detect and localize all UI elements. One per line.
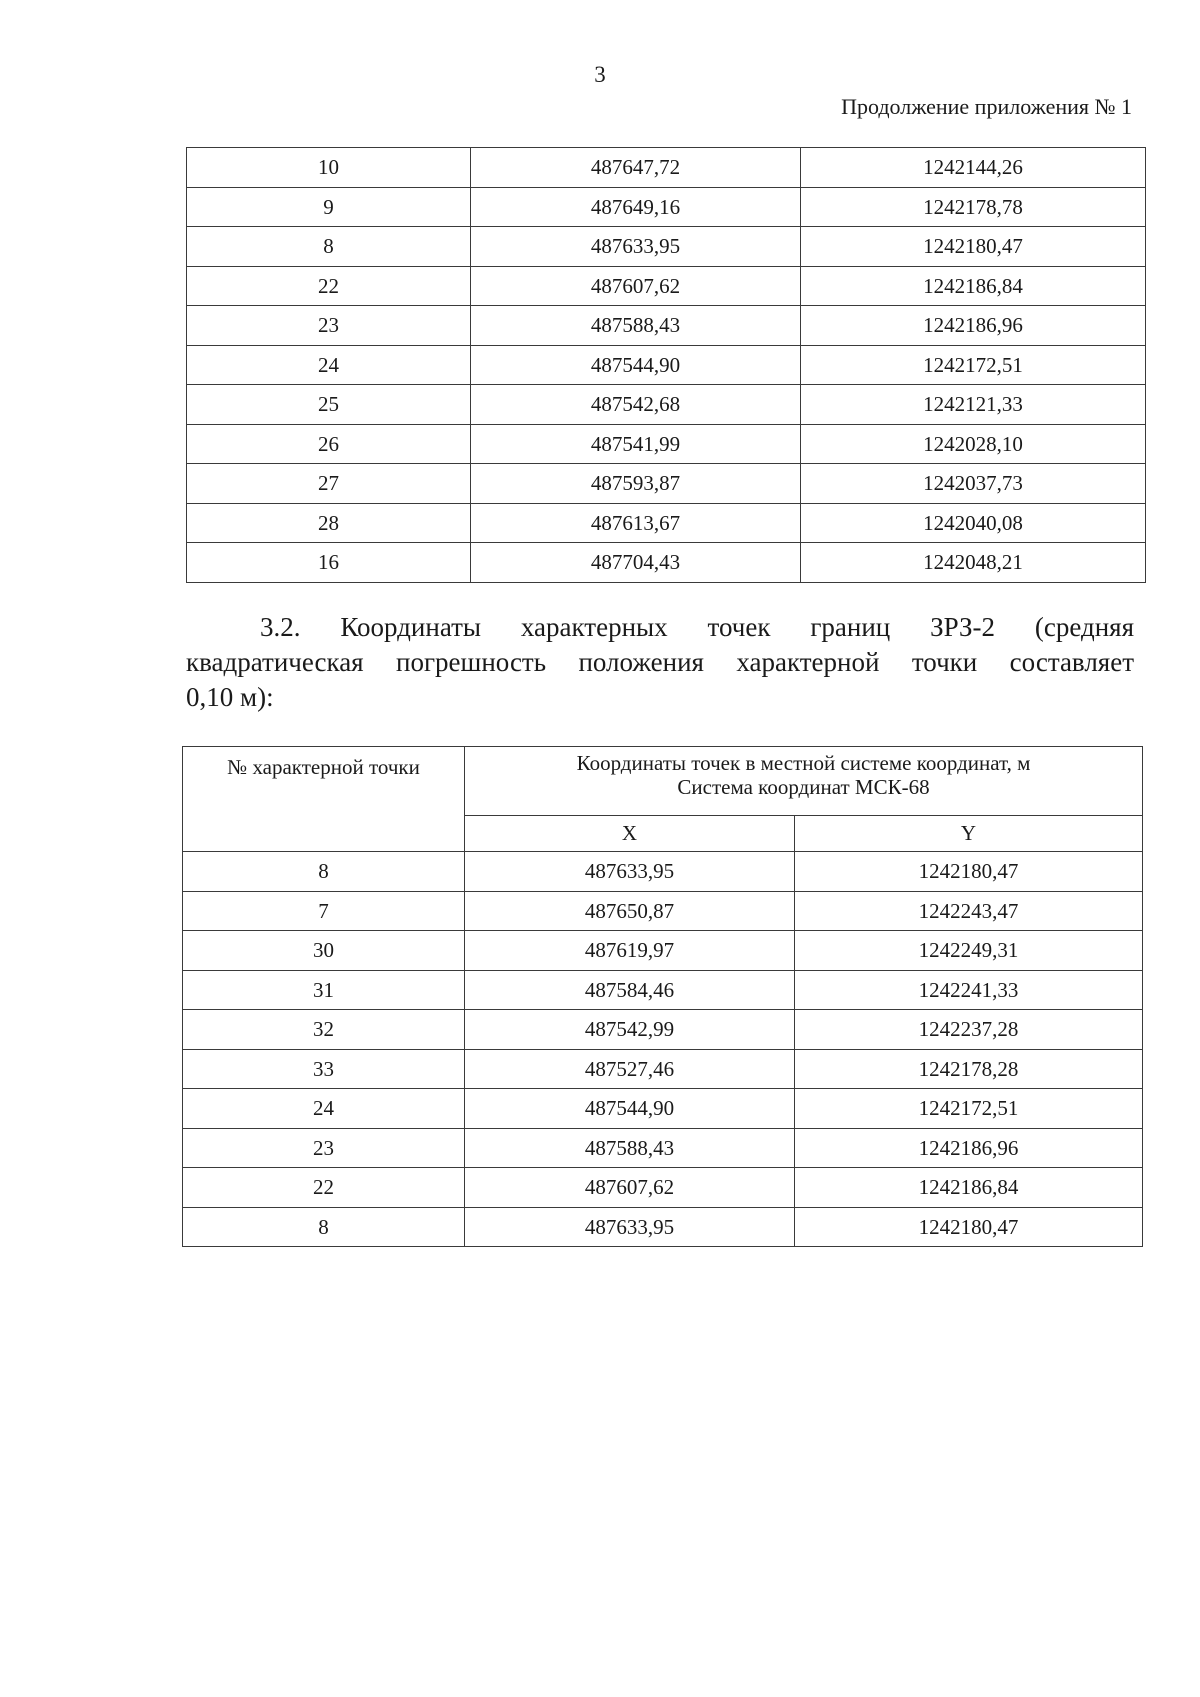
coord-x: 487607,62 [471,266,801,306]
point-number: 8 [183,852,465,892]
point-number: 9 [187,187,471,227]
table-row [187,385,1146,425]
table1-body [187,148,1146,583]
point-number: 27 [187,464,471,504]
coord-y: 1242180,47 [795,1207,1143,1247]
column-header-x: X [465,816,795,852]
paragraph-line: 0,10 м): [186,682,274,712]
point-number: 30 [183,931,465,971]
table-row [187,227,1146,267]
point-number: 24 [187,345,471,385]
point-number: 31 [183,970,465,1010]
table-row [183,970,1143,1010]
table-row [187,306,1146,346]
coord-x: 487704,43 [471,543,801,583]
coord-x: 487584,46 [465,970,795,1010]
table-row [183,852,1143,892]
coord-y: 1242121,33 [801,385,1146,425]
table2-header [183,747,1143,852]
coords-header-line: Координаты точек в местной системе координат, м [576,751,1031,775]
paragraph-line: квадратическая погрешность положения характерной точки составляет [186,647,1134,677]
coord-y: 1242172,51 [795,1089,1143,1129]
column-header-y: Y [795,816,1143,852]
coord-x: 487544,90 [465,1089,795,1129]
coord-x: 487633,95 [465,852,795,892]
coord-y: 1242178,78 [801,187,1146,227]
column-header-coordinates [465,747,1143,816]
point-number: 26 [187,424,471,464]
point-number: 7 [183,891,465,931]
table-row [183,931,1143,971]
section-3-2-paragraph [186,610,1134,715]
coords-header-line: Система координат МСК-68 [677,775,930,800]
table-row [187,543,1146,583]
coord-x: 487588,43 [465,1128,795,1168]
coord-y: 1242237,28 [795,1010,1143,1050]
table-row [183,891,1143,931]
coord-x: 487650,87 [465,891,795,931]
page-number: 3 [594,62,606,87]
coord-x: 487544,90 [471,345,801,385]
coord-x: 487633,95 [465,1207,795,1247]
coord-y: 1242180,47 [801,227,1146,267]
table-row [183,1128,1143,1168]
coord-y: 1242178,28 [795,1049,1143,1089]
table-row [187,464,1146,504]
point-number: 24 [183,1089,465,1129]
coord-y: 1242048,21 [801,543,1146,583]
column-header-point-number: № характерной точки [183,747,465,852]
point-number: 22 [183,1168,465,1208]
point-number: 22 [187,266,471,306]
coord-y: 1242186,84 [795,1168,1143,1208]
coord-y: 1242144,26 [801,148,1146,188]
coord-y: 1242180,47 [795,852,1143,892]
table-row [187,187,1146,227]
coord-x: 487633,95 [471,227,801,267]
coord-x: 487607,62 [465,1168,795,1208]
point-number: 8 [183,1207,465,1247]
coord-y: 1242028,10 [801,424,1146,464]
point-number: 10 [187,148,471,188]
coord-y: 1242186,96 [801,306,1146,346]
point-number: 28 [187,503,471,543]
coordinates-table-zrz-2 [182,746,1143,1247]
point-number: 32 [183,1010,465,1050]
table-row [183,1168,1143,1208]
table2-body [183,852,1143,1247]
point-number: 25 [187,385,471,425]
coord-y: 1242243,47 [795,891,1143,931]
coord-y: 1242249,31 [795,931,1143,971]
point-number: 16 [187,543,471,583]
coord-x: 487527,46 [465,1049,795,1089]
coord-x: 487542,68 [471,385,801,425]
point-number: 33 [183,1049,465,1089]
point-number: 23 [187,306,471,346]
coord-x: 487619,97 [465,931,795,971]
table-row [183,1049,1143,1089]
appendix-continuation-label: Продолжение приложения № 1 [841,94,1132,119]
point-number: 23 [183,1128,465,1168]
table-row [187,345,1146,385]
coord-y: 1242037,73 [801,464,1146,504]
coord-x: 487593,87 [471,464,801,504]
table-row [187,148,1146,188]
coord-x: 487588,43 [471,306,801,346]
coord-x: 487613,67 [471,503,801,543]
table-row [183,1010,1143,1050]
coord-y: 1242186,84 [801,266,1146,306]
coordinates-table-continued [186,147,1146,583]
coord-x: 487647,72 [471,148,801,188]
coord-y: 1242040,08 [801,503,1146,543]
coord-x: 487649,16 [471,187,801,227]
coord-y: 1242241,33 [795,970,1143,1010]
paragraph-line: 3.2. Координаты характерных точек границ ЗРЗ-2 (средняя [260,612,1134,642]
table-row [187,503,1146,543]
table-row [187,266,1146,306]
table-row [183,1207,1143,1247]
coord-x: 487542,99 [465,1010,795,1050]
header-row [183,747,1143,816]
coord-y: 1242186,96 [795,1128,1143,1168]
point-number: 8 [187,227,471,267]
table-row [183,1089,1143,1129]
table-row [187,424,1146,464]
coord-x: 487541,99 [471,424,801,464]
coord-y: 1242172,51 [801,345,1146,385]
